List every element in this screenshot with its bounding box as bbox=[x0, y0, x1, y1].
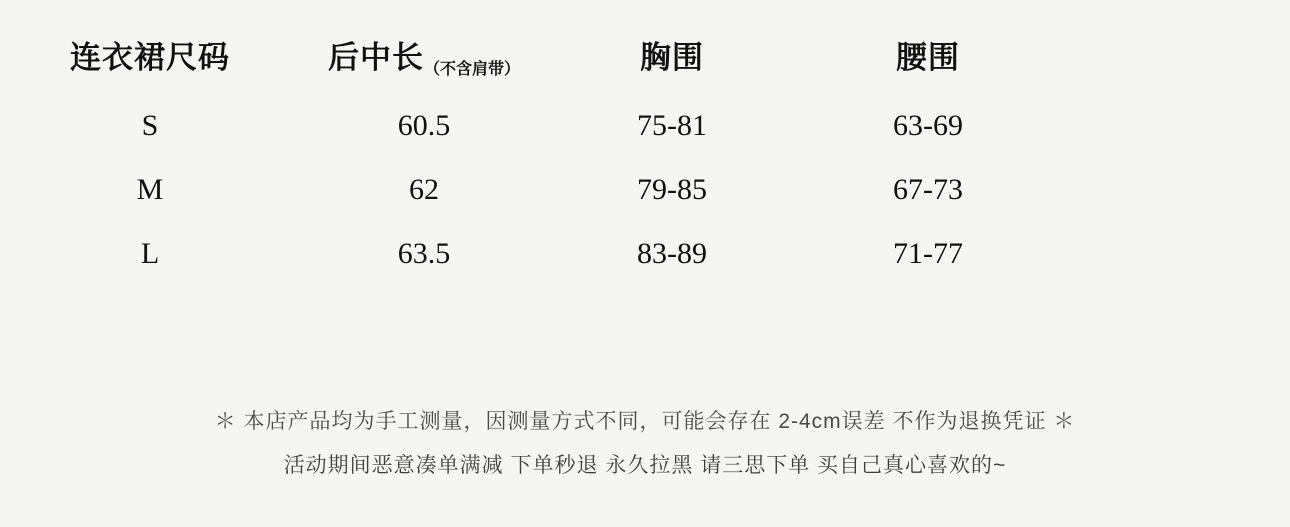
column-header-bust-label: 胸围 bbox=[640, 40, 704, 75]
size-chart-table bbox=[0, 22, 1060, 287]
cell-bust: 79-85 bbox=[637, 173, 707, 206]
cell-waist: 63-69 bbox=[893, 109, 963, 142]
cell-length: 63.5 bbox=[397, 237, 451, 270]
column-header-waist bbox=[796, 22, 1060, 95]
table-header-row bbox=[0, 22, 1060, 95]
disclaimer-line-2: 活动期间恶意凑单满减 下单秒退 永久拉黑 请三思下单 买自己真心喜欢的~ bbox=[283, 454, 1007, 477]
column-header-length-label: 后中长 bbox=[327, 40, 424, 75]
disclaimer-line-1: ＊ 本店产品均为手工测量，因测量方式不同，可能会存在 2-4cm误差 不作为退换凭证 ＊ bbox=[214, 410, 1076, 433]
column-header-length-note: （不含肩带） bbox=[423, 61, 520, 78]
cell-length: 60.5 bbox=[397, 109, 451, 142]
table-body bbox=[0, 95, 1060, 287]
cell-length: 62 bbox=[409, 173, 439, 206]
disclaimer-notes bbox=[0, 400, 1290, 488]
cell-waist: 71-77 bbox=[893, 237, 963, 270]
column-header-size bbox=[0, 22, 300, 95]
cell-waist: 67-73 bbox=[893, 173, 963, 206]
cell-size: M bbox=[136, 173, 164, 206]
column-header-waist-label: 腰围 bbox=[896, 40, 960, 75]
column-header-bust bbox=[548, 22, 796, 95]
column-header-length bbox=[300, 22, 548, 95]
table-header bbox=[0, 22, 1060, 95]
cell-bust: 83-89 bbox=[637, 237, 707, 270]
table-row bbox=[0, 159, 1060, 223]
column-header-size-label: 连衣裙尺码 bbox=[70, 40, 230, 75]
table-row bbox=[0, 223, 1060, 287]
cell-size: S bbox=[141, 109, 159, 142]
table-row bbox=[0, 95, 1060, 159]
cell-size: L bbox=[140, 237, 160, 270]
cell-bust: 75-81 bbox=[637, 109, 707, 142]
